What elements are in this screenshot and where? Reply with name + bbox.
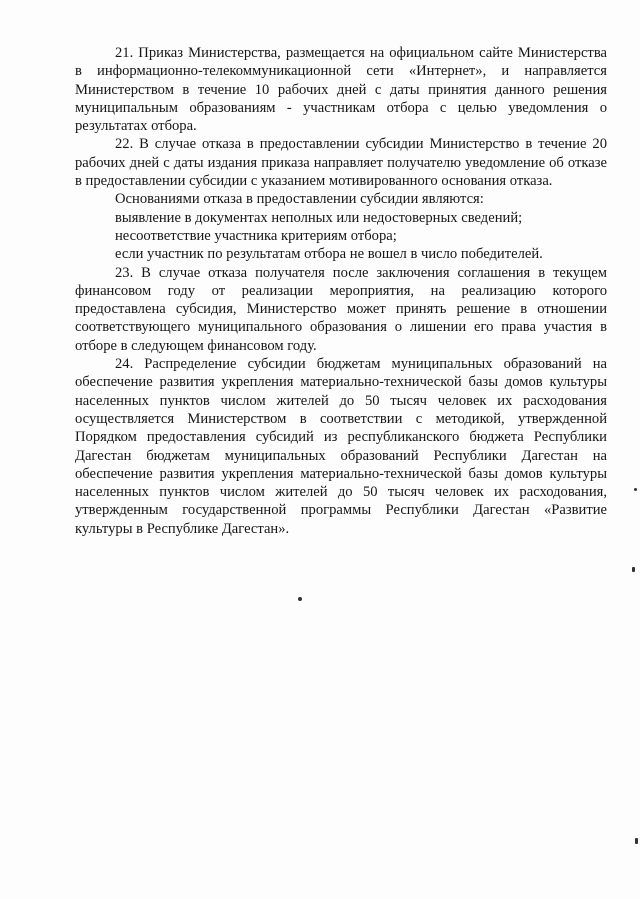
- scan-speck: [634, 488, 637, 491]
- refusal-ground-1: выявление в документах неполных или недостоверных сведений;: [115, 209, 523, 226]
- paragraph-22: 22. В случае отказа в предоставлении субсидии Министерство в течение 20 рабочих дней с даты издания приказа направляет получателю уведомление об отказе в предоставлении субсидии с указанием мотивированного основания отказа.: [75, 136, 607, 190]
- paragraph-21: 21. Приказ Министерства, размещается на официальном сайте Министерства в информационно-телекоммуникационной сети «Интернет», и направляется Министерством в течение 10 рабочих дней с даты принятия данного решения муниципальным образованиям - участникам отбора с целью уведомления о результатах отбора.: [75, 45, 607, 135]
- paragraph-23: 23. В случае отказа получателя после заключения соглашения в текущем финансовом году от реализации мероприятия, на реализацию которого предоставлена субсидия, Министерство может принять решение в отношении соответствующего муниципального образования о лишении его права участия в отборе в следующем финансовом году.: [75, 264, 607, 354]
- paragraph-24: 24. Распределение субсидии бюджетам муниципальных образований на обеспечение развития укрепления материально-технической базы домов культуры населенных пунктов числом жителей до 50 тысяч человек их расходования осуществляется Министерством в соответствии с методикой, утвержденной Порядком предоставления субсидий из республиканского бюджета Республики Дагестан бюджетам муниципальных образований Республики Дагестан на обеспечение развития укрепления материально-технической базы домов культуры населенных пунктов числом жителей до 50 тысяч человек их расходования, утвержденным государственной программы Республики Дагестан «Развитие культуры в Республике Дагестан».: [75, 356, 607, 537]
- document-page: [75, 44, 607, 538]
- refusal-ground-3: если участник по результатам отбора не вошел в число победителей.: [115, 246, 543, 263]
- scan-speck: [635, 838, 638, 844]
- refusal-grounds-intro: Основаниями отказа в предоставлении субсидии являются:: [115, 191, 484, 208]
- scan-speck: [298, 597, 302, 601]
- scan-speck: [632, 567, 635, 572]
- refusal-ground-2: несоответствие участника критериям отбора;: [115, 227, 397, 244]
